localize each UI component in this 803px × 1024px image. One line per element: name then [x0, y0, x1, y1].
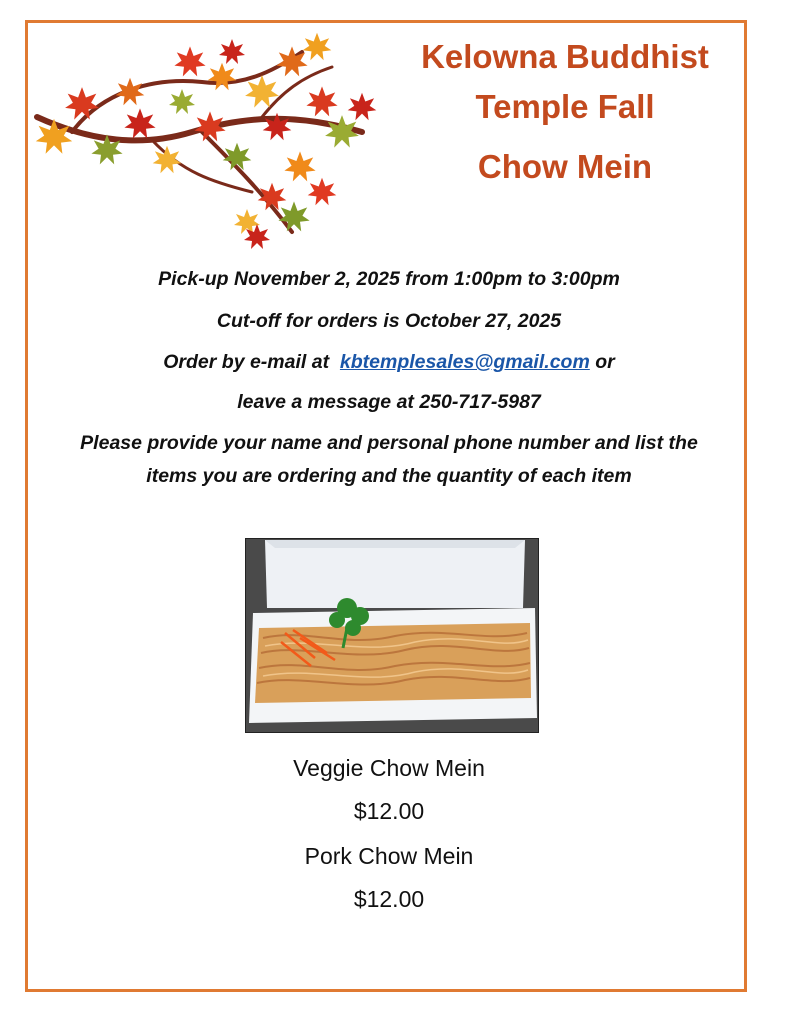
cutoff-info: Cut-off for orders is October 27, 2025 [216, 310, 562, 332]
page-title-line-3: Chow Mein [477, 148, 653, 185]
instructions-line-1: Please provide your name and personal phone number and list the [80, 432, 698, 454]
instructions-line-2: items you are ordering and the quantity of each item [146, 465, 632, 487]
page-title-line-1: Kelowna Buddhist [421, 38, 709, 75]
phone-message-info: leave a message at 250-717-5987 [237, 391, 541, 413]
chow-mein-container-photo [245, 538, 539, 733]
autumn-leaves-branch-icon [32, 32, 384, 250]
order-email-line [28, 351, 750, 374]
menu-item-pork-name: Pork Chow Mein [304, 843, 474, 869]
pickup-info: Pick-up November 2, 2025 from 1:00pm to 3:00pm [158, 268, 620, 290]
order-prefix: Order by e-mail at [163, 351, 330, 373]
order-suffix: or [595, 351, 615, 373]
menu-item-pork-price: $12.00 [353, 886, 425, 912]
menu-item-veggie-price: $12.00 [353, 798, 425, 824]
menu-item-veggie-name: Veggie Chow Mein [293, 755, 485, 781]
email-link[interactable]: kbtemplesales@gmail.com [339, 351, 590, 373]
page-title-line-2: Temple Fall [475, 88, 655, 125]
